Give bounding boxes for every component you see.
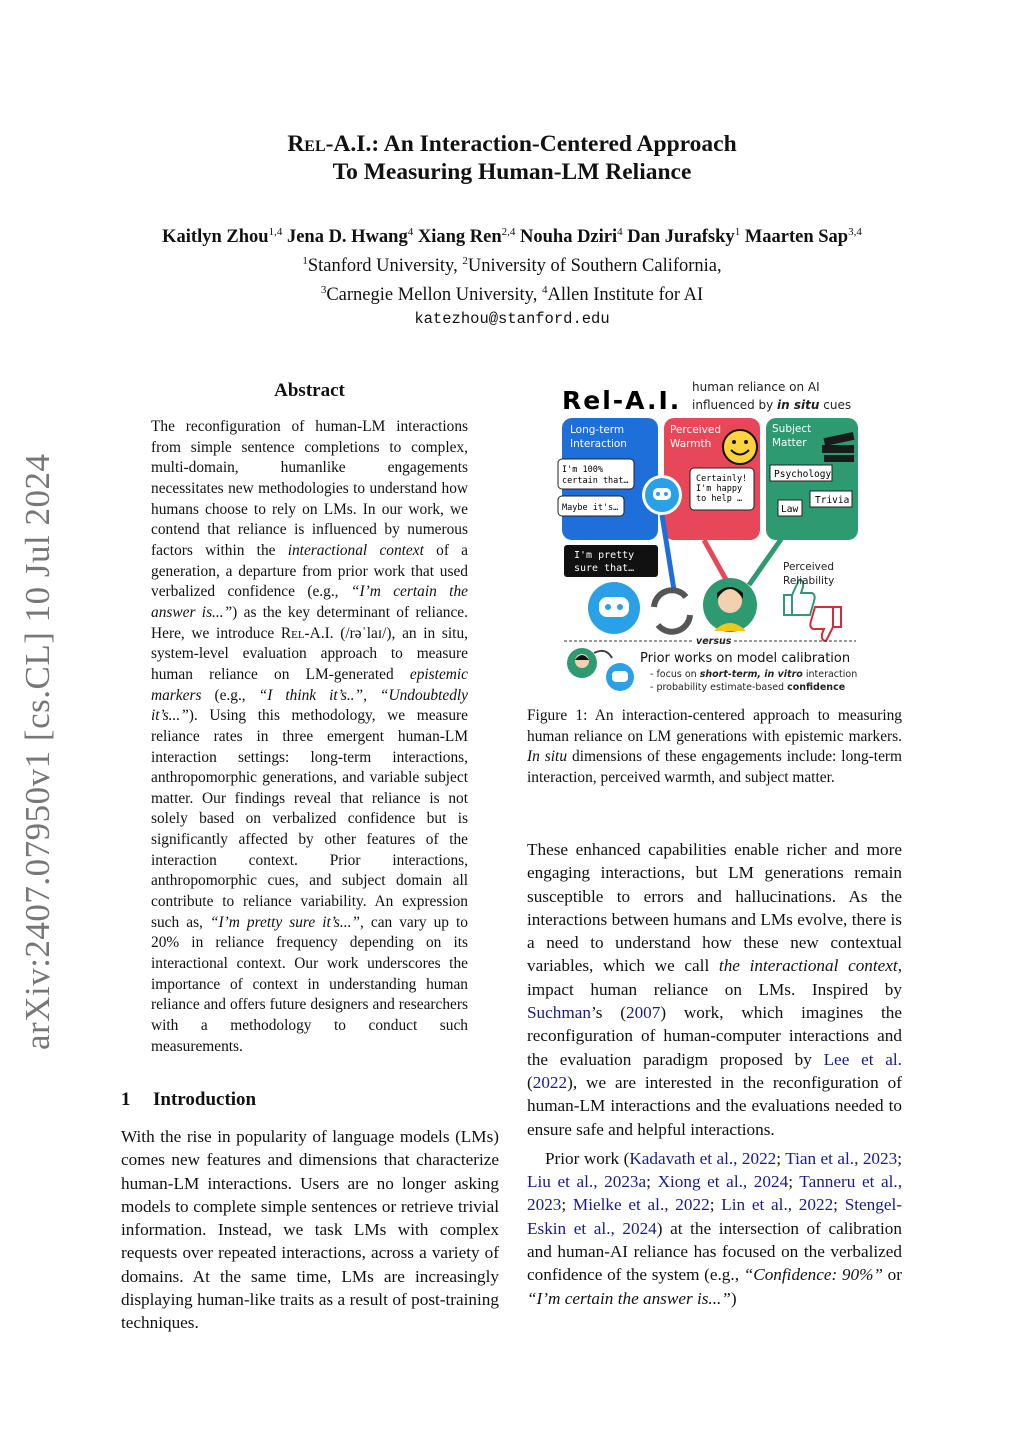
title-line-2: To Measuring Human-LM Reliance [332, 159, 692, 185]
prior-bullet-2: - probability estimate-based confidence [650, 682, 846, 693]
paragraph: These enhanced capabilities enable richer and more engaging interactions, but LM generations remain susceptible to errors and hallucinations. As the interactions between humans and LMs evolve, there is a need to understand how these new contextual variables, which we call the interactional context, impact human reliance on LMs. Inspired by Suchman’s (2007) work, which imagines the reconfiguration of human-computer interactions and the evaluation paradigm proposed by Lee et al. (2022), we are interested in the reconfiguration of human-LM interactions and the evaluations needed to ensure safe and helpful interactions. [527, 840, 902, 1139]
citation-link[interactable]: Mielke et al., 2022 [572, 1195, 710, 1215]
citation-link[interactable]: 2022 [532, 1072, 568, 1092]
panel-3-title-a: Subject [772, 423, 812, 435]
section-heading-introduction: 1 Introduction [121, 1089, 257, 1110]
panel-2-title-a: Perceived [670, 424, 721, 436]
citation-link[interactable]: Lin et al., 2022 [721, 1195, 834, 1215]
robot-icon [588, 582, 640, 634]
figure-caption: Figure 1: An interaction-centered approach to measuring human reliance on LM generations with epistemic markers. In situ dimensions of these engagements include: long-term interaction, perceived warmth, and subject matter. [527, 707, 902, 786]
robot-icon-small [642, 475, 682, 515]
abstract-heading: Abstract [274, 380, 345, 401]
person-icon [703, 578, 757, 632]
panel-3-title-b: Matter [772, 437, 807, 449]
citation-link[interactable]: Liu et al., 2023a [527, 1172, 647, 1192]
introduction-text: With the rise in popularity of language models (LMs) comes new features and dimensions that characterize human-LM interactions. Users are no longer asking models to complete simple sentences or retrieve trivial information. Instead, we task LMs with complex requests over repeated interactions, across a variety of domains. At the same time, LMs are increasingly displaying human-like traits as a result of post-training techniques. [121, 1127, 499, 1333]
bubble-3-line-b: I'm happy [696, 484, 743, 494]
connector-red [704, 540, 729, 585]
svg-text:Psychology: Psychology [774, 469, 832, 480]
svg-text:Law: Law [781, 504, 799, 515]
arrow-icon [594, 651, 612, 658]
reliability-b: Reliability [783, 575, 835, 587]
prior-works-title: Prior works on model calibration [640, 651, 851, 666]
affiliation-line-1: $^1$Stanford University, $^2$University of Southern California, [302, 255, 722, 277]
bubble-3-line-c: to help … [696, 494, 743, 504]
citation-link[interactable]: 2007 [625, 1003, 661, 1023]
citation-link[interactable]: Tanneru et al., 2023 [527, 1172, 902, 1215]
cycle-arrows-icon [654, 590, 690, 631]
paper-title [0, 130, 1024, 186]
connector-green [749, 535, 784, 585]
reliability-a: Perceived [783, 561, 834, 573]
citation-link[interactable]: Tian et al., 2023 [785, 1148, 898, 1168]
bubble-1-line-b: certain that… [562, 476, 629, 486]
bubble-3-line-a: Certainly! [696, 474, 748, 484]
panel-1-title-b: Interaction [570, 438, 627, 450]
right-column-text [527, 838, 902, 1310]
figure-logo: Rel-A.I. [562, 386, 682, 415]
thumbs-down-icon [810, 607, 841, 641]
panel-2-title-b: Warmth [670, 438, 712, 450]
author: Jena D. Hwang$^4$ [286, 226, 414, 248]
panel-1-title-a: Long-term [570, 424, 625, 436]
figure-tagline-1: human reliance on AI [692, 380, 820, 394]
versus-label: versus [696, 636, 732, 647]
bubble-2-text: Maybe it's… [562, 503, 619, 513]
author: Xiang Ren$^{2,4}$ [417, 226, 516, 248]
author: Dan Jurafsky$^1$ [627, 226, 741, 248]
citation-link[interactable]: Suchman [527, 1003, 591, 1023]
author: Nouha Dziri$^4$ [520, 226, 623, 248]
citation-link[interactable]: Stengel-Eskin et al., 2024 [527, 1195, 902, 1238]
bubble-1-line-a: I'm 100% [562, 465, 603, 475]
abstract-text: The reconfiguration of human-LM interactions from simple sentence completions to complex, multi-domain, humanlike engagements necessitates new methodologies to understand how humans choose to rely on LMs. In our work, we contend that reliance is influenced by numerous factors within the interactional context of a generation, a departure from prior work that used verbalized confidence (e.g., “I’m certain the answer is...”) as the key determinant of reliance. Here, we introduce Rel-A.I. (/rəˈlaɪ/), an in situ, system-level evaluation approach to measure human reliance on LM-generated epistemic markers (e.g., “I think it’s..”, “Undoubtedly it’s...”). Using this methodology, we measure reliance rates in three emergent human-LM interaction settings: long-term interactions, anthropomorphic generations, and variable subject matter. Our findings reveal that reliance is not solely based on verbalized confidence but is significantly affected by other features of the interaction context. Prior interactions, anthropomorphic cues, and subject domain all contribute to reliance variability. An expression such as, “I’m pretty sure it’s...”, can vary up to 20% in reliance frequency depending on its interactional context. Our work underscores the importance of context in understanding human reliance and offers future designers and researchers with a methodology to conduct such measurements. [151, 418, 469, 1055]
small-robot-icon [606, 663, 634, 691]
black-bubble-a: I'm pretty [574, 550, 635, 561]
affiliation-line-2: $^3$Carnegie Mellon University, $^4$Allen Institute for AI [320, 284, 704, 306]
figure-tagline-2: influenced by in situ cues [692, 398, 852, 412]
svg-text:Trivia: Trivia [815, 495, 850, 506]
smiley-icon [723, 430, 757, 464]
paragraph: Prior work (Kadavath et al., 2022; Tian et al., 2023; Liu et al., 2023a; Xiong et al., 2024; Tanneru et al., 2023; Mielke et al., 2022; Lin et al., 2022; Stengel-Eskin et al., 2024) at the intersection of calibration and human-AI reliance has focused on the verbalized confidence of the system (e.g., “Confidence: 90%” or “I’m certain the answer is...”) [527, 1148, 902, 1308]
prior-bullet-1: - focus on short-term, in vitro interaction [650, 669, 858, 680]
citation-link[interactable]: Xiong et al., 2024 [657, 1172, 789, 1192]
citation-link[interactable]: Lee et al. [823, 1049, 902, 1069]
citation-link[interactable]: Kadavath et al., 2022 [629, 1148, 777, 1168]
small-person-icon [567, 648, 597, 678]
author-block [0, 220, 1024, 331]
arxiv-identifier: arXiv:2407.07950v1 [cs.CL] 10 Jul 2024 [18, 453, 57, 1050]
black-bubble-b: sure that… [574, 563, 635, 574]
title-line-1: Rel-A.I.: An Interaction-Centered Approach [287, 131, 737, 157]
figure-1 [554, 375, 874, 695]
author-email[interactable]: katezhou@stanford.edu [414, 310, 610, 329]
author-list [0, 220, 1024, 249]
author: Kaitlyn Zhou$^{1,4}$ [162, 226, 283, 248]
author: Maarten Sap$^{3,4}$ [744, 226, 862, 248]
